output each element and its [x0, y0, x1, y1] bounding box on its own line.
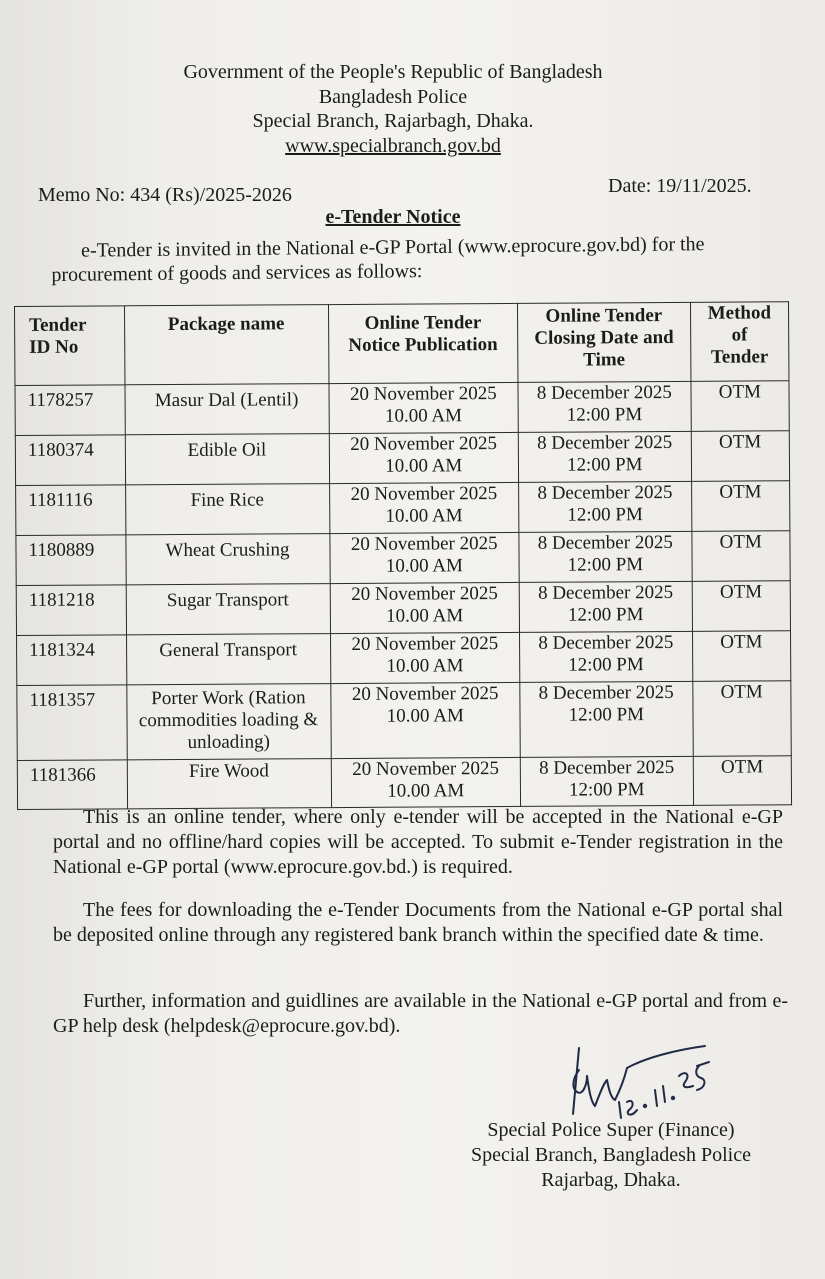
publication-cell: 20 November 2025 10.00 AM — [329, 482, 519, 533]
header-branch: Special Branch, Rajarbagh, Dhaka. — [252, 110, 534, 132]
package-name: Porter Work (Ration commodities loading & unloading) — [126, 684, 330, 760]
signatory-block — [446, 1118, 776, 1193]
publication-cell: 20 November 2025 10.00 AM — [330, 682, 520, 758]
package-name: Edible Oil — [125, 434, 329, 485]
paragraph-online-tender: This is an online tender, where only e-tender will be accepted in the National e-GP portal and no offline/hard copies will be accepted. To submit e-Tender registration in the National e-GP portal (www.eprocure.gov.bd.) is required. — [53, 806, 783, 878]
paragraph-further-info: Further, information and guidlines are available in the National e-GP portal and from e-GP help desk (helpdesk@eprocure.gov.bd). — [53, 990, 788, 1037]
closing-cell: 8 December 2025 12:00 PM — [519, 481, 692, 532]
tender-id: 1181116 — [16, 485, 126, 536]
header-tender-id: Tender ID No — [15, 306, 125, 386]
closing-cell: 8 December 2025 12:00 PM — [518, 381, 691, 432]
package-name: General Transport — [126, 634, 330, 685]
letterhead — [0, 60, 786, 158]
publication-cell: 20 November 2025 10.00 AM — [329, 432, 519, 483]
package-name: Sugar Transport — [126, 584, 330, 635]
table-row — [16, 481, 790, 536]
header-website: www.specialbranch.gov.bd — [285, 134, 501, 157]
publication-cell: 20 November 2025 10.00 AM — [329, 532, 519, 583]
method: OTM — [692, 681, 791, 757]
package-name: Masur Dal (Lentil) — [125, 384, 329, 435]
table-row — [15, 431, 789, 486]
paragraph-fees: The fees for downloading the e-Tender Documents from the National e-GP portal shal be deposited online through any registered bank branch within the specified date & time. — [53, 899, 783, 946]
tender-id: 1180889 — [16, 535, 126, 586]
intro-paragraph: e-Tender is invited in the National e-GP Portal (www.eprocure.gov.bd) for the procurement of goods and services as follows: — [51, 233, 705, 286]
tender-id: 1181324 — [17, 635, 127, 686]
tender-id: 1180374 — [15, 435, 125, 486]
header-method: Method of Tender — [690, 302, 789, 382]
tender-table — [14, 301, 792, 810]
publication-cell: 20 November 2025 10.00 AM — [330, 632, 520, 683]
notice-title: e-Tender Notice — [325, 206, 461, 228]
publication-cell: 20 November 2025 10.00 AM — [329, 382, 519, 433]
header-government: Government of the People's Republic of Bangladesh — [183, 61, 603, 83]
header-closing-date: Online Tender Closing Date and Time — [518, 302, 691, 382]
method: OTM — [691, 431, 790, 482]
table-row — [15, 381, 789, 436]
header-notice-publication: Online Tender Notice Publication — [328, 303, 518, 383]
signatory-organisation: Special Branch, Bangladesh Police — [471, 1144, 751, 1166]
memo-date: Date: 19/11/2025. — [608, 175, 752, 197]
tender-id: 1181357 — [17, 685, 127, 761]
tender-id: 1181366 — [17, 760, 127, 810]
table-row — [16, 531, 790, 586]
package-name: Wheat Crushing — [125, 534, 329, 585]
signatory-title: Special Police Super (Finance) — [487, 1119, 735, 1141]
method: OTM — [692, 581, 791, 632]
package-name: Fine Rice — [125, 484, 329, 535]
header-department: Bangladesh Police — [318, 85, 468, 108]
table-row — [17, 756, 791, 810]
method: OTM — [691, 531, 790, 582]
method: OTM — [693, 756, 792, 806]
package-name: Fire Wood — [127, 759, 331, 809]
publication-cell: 20 November 2025 10.00 AM — [331, 757, 521, 807]
closing-cell: 8 December 2025 12:00 PM — [520, 681, 693, 757]
table-row — [17, 681, 791, 761]
table-row — [17, 631, 791, 686]
method: OTM — [691, 481, 790, 532]
table-row — [16, 581, 790, 636]
tender-id: 1178257 — [15, 385, 125, 436]
tender-id: 1181218 — [16, 585, 126, 636]
header-package-name: Package name — [124, 305, 328, 385]
closing-cell: 8 December 2025 12:00 PM — [519, 531, 692, 582]
memo-number: Memo No: 434 (Rs)/2025-2026 — [38, 184, 292, 206]
handwritten-signature — [565, 1040, 715, 1120]
closing-cell: 8 December 2025 12:00 PM — [519, 581, 692, 632]
method: OTM — [692, 631, 791, 682]
method: OTM — [691, 381, 790, 432]
closing-cell: 8 December 2025 12:00 PM — [518, 431, 691, 482]
closing-cell: 8 December 2025 12:00 PM — [520, 756, 693, 806]
publication-cell: 20 November 2025 10.00 AM — [330, 582, 520, 633]
table-header-row — [15, 302, 789, 386]
closing-cell: 8 December 2025 12:00 PM — [520, 631, 693, 682]
signatory-location: Rajarbag, Dhaka. — [541, 1169, 681, 1191]
